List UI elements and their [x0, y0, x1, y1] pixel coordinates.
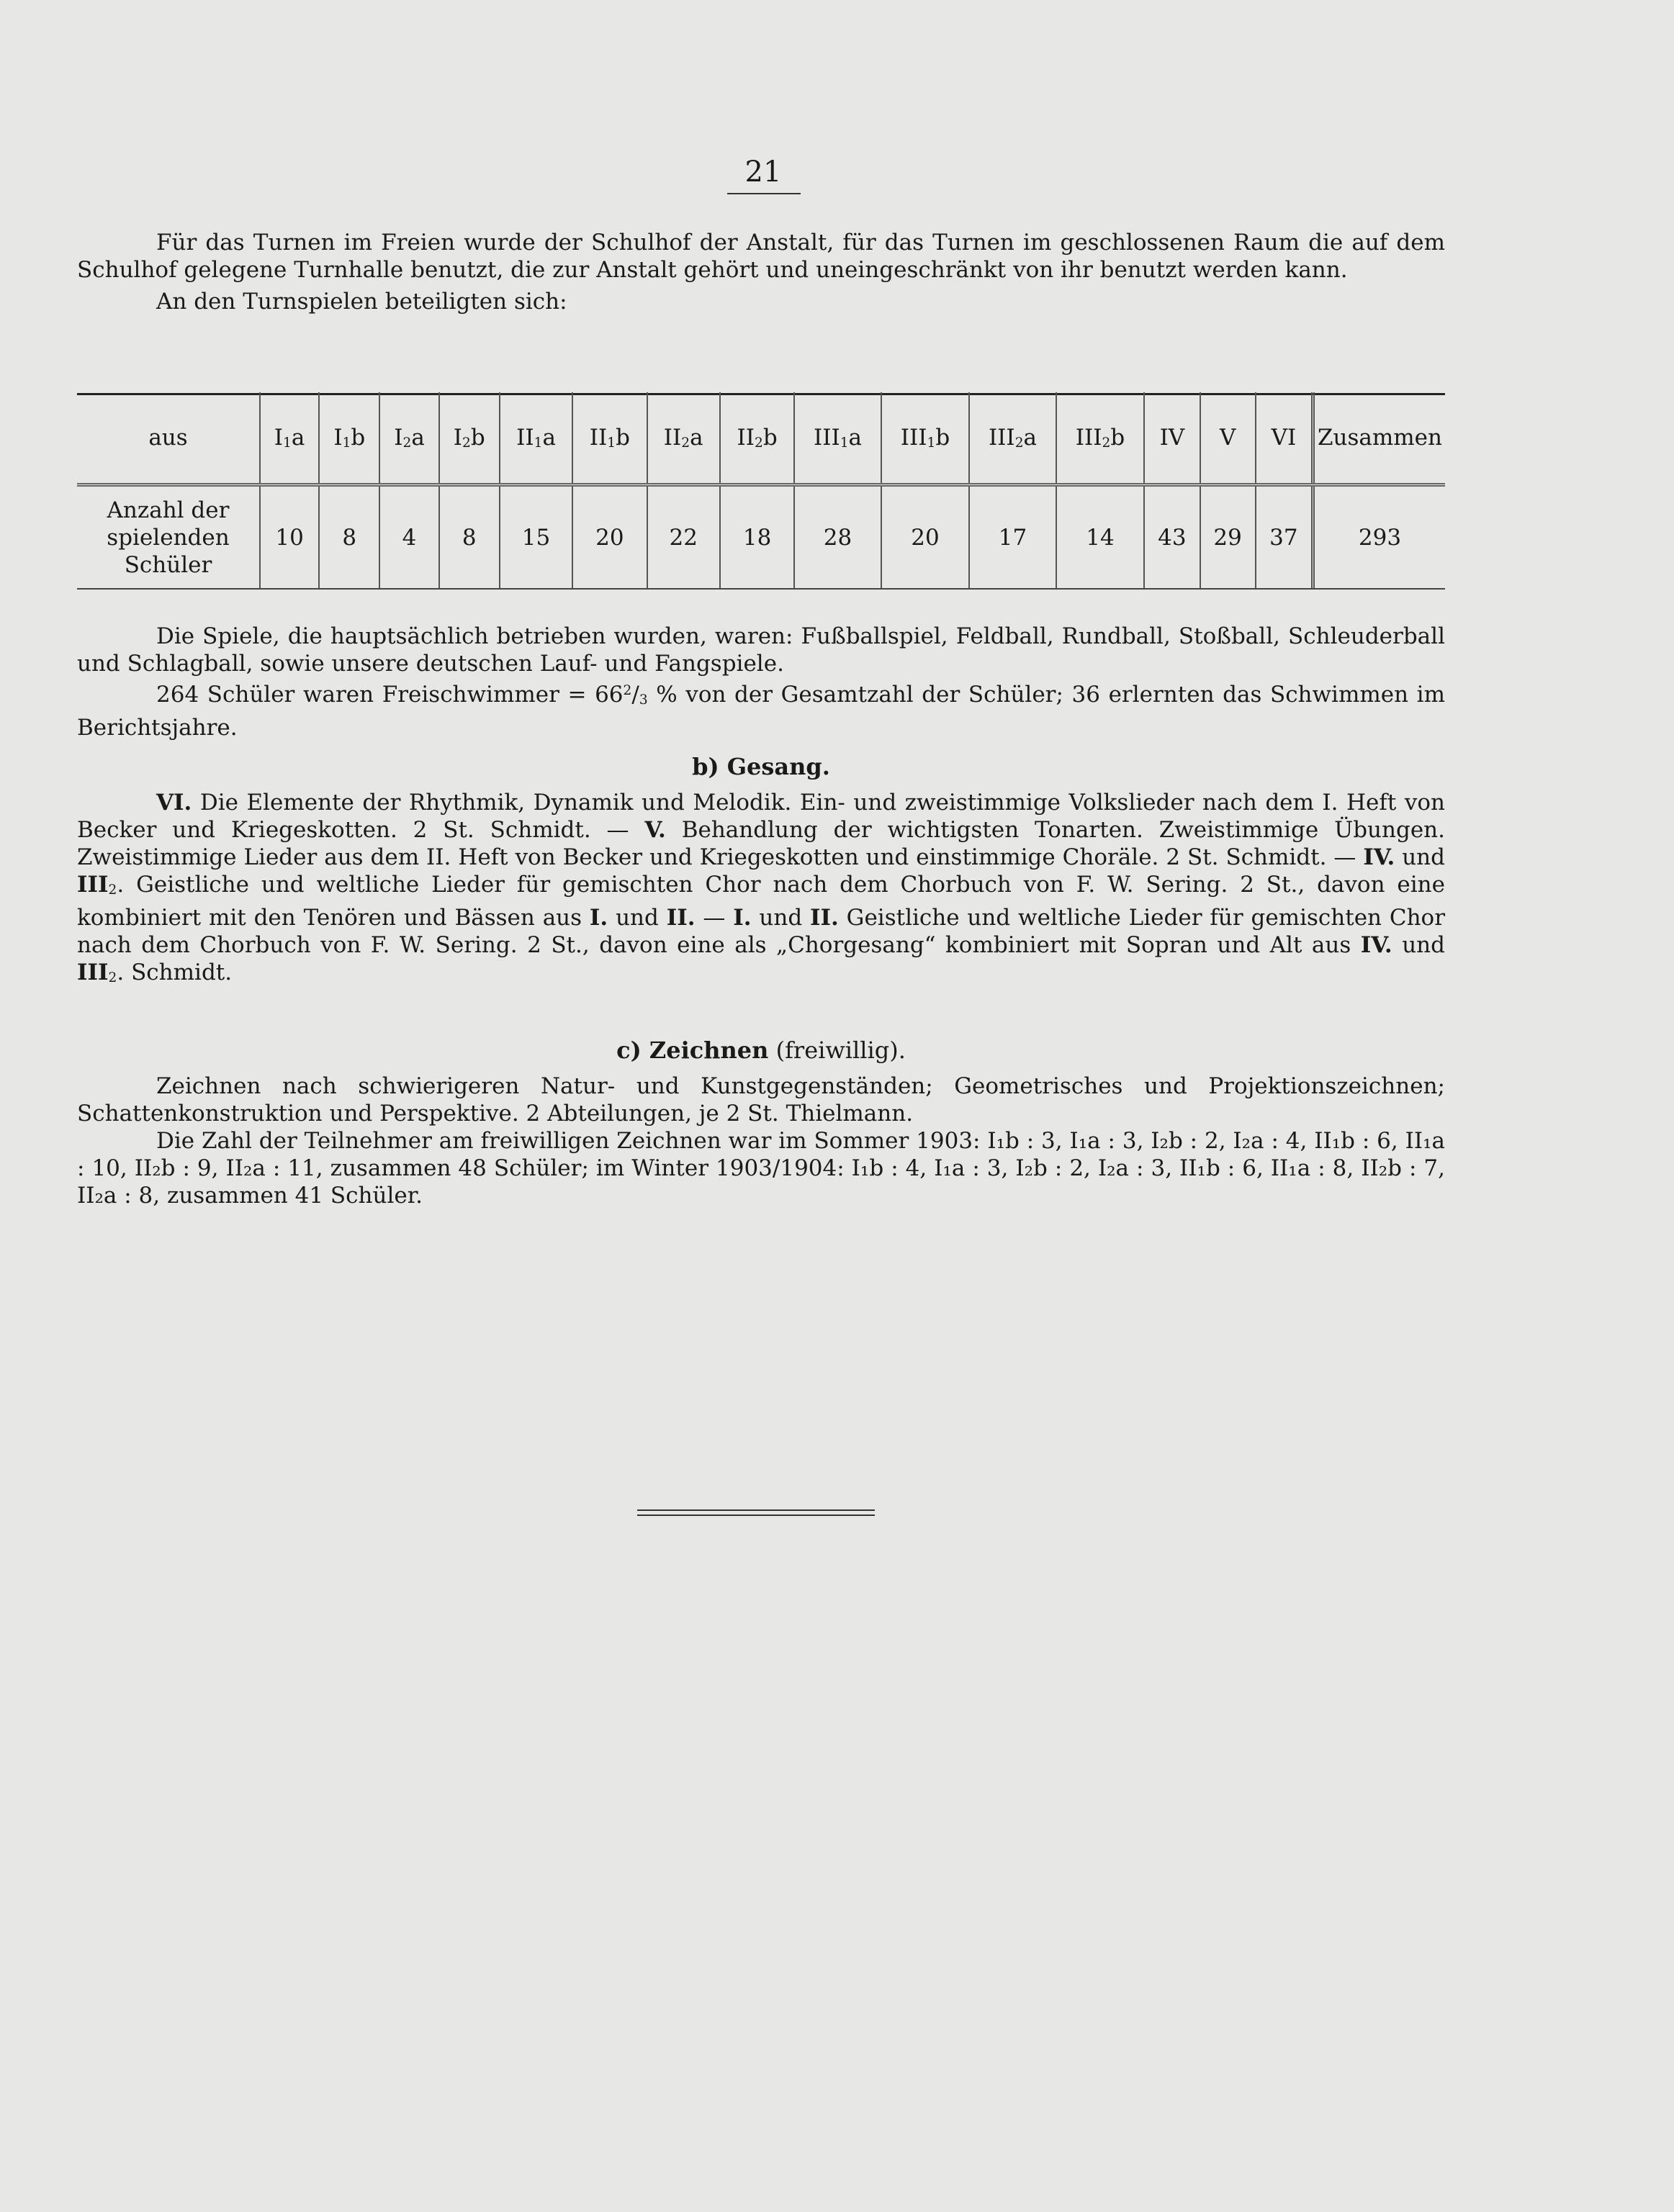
player-count-cell: 4 [379, 484, 438, 589]
player-count-cell: 14 [1056, 484, 1145, 589]
class-subscript: 2 [108, 882, 117, 898]
class-subscript: 1 [840, 435, 849, 451]
class-roman: III [1075, 424, 1102, 451]
class-subscript: 1 [607, 435, 616, 451]
class-column-header [1056, 392, 1145, 484]
class-roman: I [333, 424, 343, 451]
zeichnen-participants: Die Zahl der Teilnehmer am freiwilligen Zeichnen war im Sommer 1903: I₁b : 3, I₁a : 3, I₂b : 2, I₂a : 4, II₁b : 6, II₁a : 10, II₂b : 9, II₂a : 11, zusammen 48 Schüler; im Winter 1903/1904: I₁b : 4, I₁a : 3, I₂b : 2, I₂a : 3, II₁b : 6, II₁a : 8, II₂b : 7, II₂a : 8, zusammen 41 Schüler. [77, 1127, 1445, 1209]
zeichnen-paragraph: Zeichnen nach schwierigeren Natur- und Kunstgegenständen; Geometrisches und Projektionszeichnen; Schattenkonstruktion und Perspektive. 2 Abteilungen, je 2 St. Thielmann. [77, 1073, 1445, 1127]
class-column-header [260, 392, 319, 484]
class-column-header [647, 392, 720, 484]
player-count-cell: 18 [720, 484, 794, 589]
gesang-paragraph [77, 789, 1445, 992]
class-roman: I [394, 424, 403, 451]
turnspiele-table [77, 392, 1445, 589]
class-suffix: b [616, 424, 630, 451]
gesang-text: und [608, 904, 667, 931]
player-count-cell: 28 [794, 484, 881, 589]
class-roman: II [737, 424, 755, 451]
class-suffix: a [291, 424, 305, 451]
zeichnen-heading [77, 1037, 1445, 1064]
class-suffix: b [935, 424, 950, 451]
gesang-text: . Geistliche und weltliche Lieder für gemischten Chor nach dem Chorbuch von F. W. Sering. 2 St., davon eine kombiniert mit den Tenören und Bässen aus [77, 872, 1445, 931]
row-label-cell: Anzahl der spielenden Schüler [107, 497, 230, 578]
gesang-text: und [1392, 931, 1445, 958]
class-column-header [500, 392, 572, 484]
intro-lead: An den Turnspielen beteiligten sich: [156, 289, 567, 315]
class-column-header [969, 392, 1056, 484]
player-count-cell: 20 [881, 484, 970, 589]
class-label: III [77, 872, 109, 898]
class-label: IV. [1363, 844, 1395, 870]
gesang-text: und [751, 904, 811, 931]
total-value-cell: 293 [1313, 484, 1446, 589]
class-subscript: 2 [1014, 435, 1024, 451]
class-roman: III [988, 424, 1015, 451]
class-label: IV. [1360, 931, 1392, 958]
gesang-heading: b) Gesang. [692, 753, 830, 780]
intro-paragraph: Für das Turnen im Freien wurde der Schulhof der Anstalt, für das Turnen im geschlossenen Raum die auf dem Schulhof gelegene Turnhalle benutzt, die zur Anstalt gehört und uneingeschränkt von ihr benutzt werden kann. [77, 230, 1445, 283]
class-roman: IV [1159, 424, 1185, 451]
class-label: I. [589, 904, 608, 931]
swimmers-paragraph [77, 677, 1445, 741]
fraction-denominator: 3 [639, 692, 648, 708]
swimmers-text-a: 264 Schüler waren Freischwimmer = 66 [156, 682, 624, 708]
table-value-row [77, 484, 1445, 589]
class-subscript: 2 [462, 435, 471, 451]
player-count-cell: 8 [319, 484, 379, 589]
class-subscript: 1 [927, 435, 936, 451]
class-column-header [439, 392, 500, 484]
swimmers-text-b: % von der Gesamtzahl der Schüler; 36 erlernten das Schwimmen im Berichtsjahre. [77, 682, 1445, 741]
intro-section [77, 229, 1445, 315]
class-column-header [1144, 392, 1200, 484]
class-suffix: b [351, 424, 366, 451]
player-count-cell: 8 [439, 484, 500, 589]
class-suffix: b [1110, 424, 1125, 451]
class-label: II. [810, 904, 839, 931]
fraction-slash: / [631, 682, 639, 708]
zeichnen-heading-note: (freiwillig). [768, 1036, 906, 1064]
class-column-header [319, 392, 379, 484]
class-column-header [379, 392, 438, 484]
gesang-text: Die Elemente der Rhythmik, Dynamik und Melodik. Ein- und zweistimmige Volkslieder nach dem I. Heft von Becker und Kriegeskotten. 2 St. Schmidt. — [77, 790, 1445, 843]
class-roman: III [813, 424, 840, 451]
class-suffix: a [411, 424, 425, 451]
gesang-text: Geistliche und weltliche Lieder für gemischten Chor nach dem Chorbuch von F. W. Sering. 2 St., davon eine als „Chorgesang“ kombiniert mit Sopran und Alt aus [77, 904, 1446, 958]
class-subscript: 1 [534, 435, 543, 451]
class-subscript: 2 [681, 435, 690, 451]
class-suffix: b [762, 424, 778, 451]
class-subscript: 1 [342, 435, 351, 451]
zeichnen-heading-main: c) Zeichnen [616, 1036, 769, 1064]
player-count-cell: 20 [572, 484, 647, 589]
class-suffix: a [848, 424, 863, 451]
class-column-header [572, 392, 647, 484]
class-subscript: 2 [1102, 435, 1111, 451]
class-suffix: a [1023, 424, 1038, 451]
games-paragraph: Die Spiele, die hauptsächlich betrieben wurden, waren: Fußballspiel, Feldball, Rundball, Stoßball, Schleuderball und Schlagball, sowie unsere deutschen Lauf- und Fangspiele. [77, 623, 1445, 677]
class-column-header [1256, 392, 1313, 484]
player-count-cell: 15 [500, 484, 572, 589]
class-column-header [794, 392, 881, 484]
class-suffix: a [690, 424, 703, 451]
class-roman: II [589, 424, 608, 451]
class-label: I. [733, 904, 752, 931]
gesang-text: Behandlung der wichtigsten Tonarten. Zweistimmige Übungen. Zweistimmige Lieder aus dem II. Heft von Becker und Kriegeskotten und einstimmige Choräle. 2 St. Schmidt. — [77, 817, 1445, 870]
class-subscript: 2 [402, 435, 412, 451]
class-roman: II [516, 424, 534, 451]
class-label: V. [644, 817, 666, 843]
class-roman: V [1219, 424, 1236, 451]
table-header-row [77, 392, 1445, 484]
class-suffix: b [470, 424, 485, 451]
class-column-header [720, 392, 794, 484]
class-subscript: 2 [754, 435, 763, 451]
class-roman: I [453, 424, 462, 451]
table-bottom-rule [77, 588, 1445, 590]
class-label: II. [666, 904, 696, 931]
class-column-header [1200, 392, 1256, 484]
class-roman: I [274, 424, 284, 451]
player-count-cell: 17 [969, 484, 1056, 589]
player-count-cell: 37 [1256, 484, 1313, 589]
games-section [77, 623, 1445, 1209]
player-count-cell: 10 [260, 484, 319, 589]
class-label: VI. [156, 790, 192, 816]
class-roman: II [663, 424, 682, 451]
gesang-text: . Schmidt. [117, 959, 233, 985]
class-suffix: a [542, 424, 556, 451]
end-rule [637, 1514, 875, 1516]
row-header-cell: aus [77, 392, 260, 484]
fraction-numerator: 2 [623, 683, 632, 698]
class-roman: VI [1271, 424, 1297, 451]
player-count-cell: 22 [647, 484, 720, 589]
page-number-underline [727, 193, 801, 194]
class-column-header [881, 392, 970, 484]
gesang-text: — [695, 904, 734, 931]
class-subscript: 2 [108, 970, 117, 985]
class-label: III [77, 959, 109, 985]
total-header-cell: Zusammen [1313, 392, 1446, 484]
end-rule [637, 1509, 875, 1511]
gesang-text: und [1395, 844, 1445, 870]
player-count-cell: 29 [1200, 484, 1256, 589]
page-number: 21 [744, 155, 782, 189]
player-count-cell: 43 [1144, 484, 1200, 589]
class-subscript: 1 [283, 435, 292, 451]
class-roman: III [900, 424, 927, 451]
